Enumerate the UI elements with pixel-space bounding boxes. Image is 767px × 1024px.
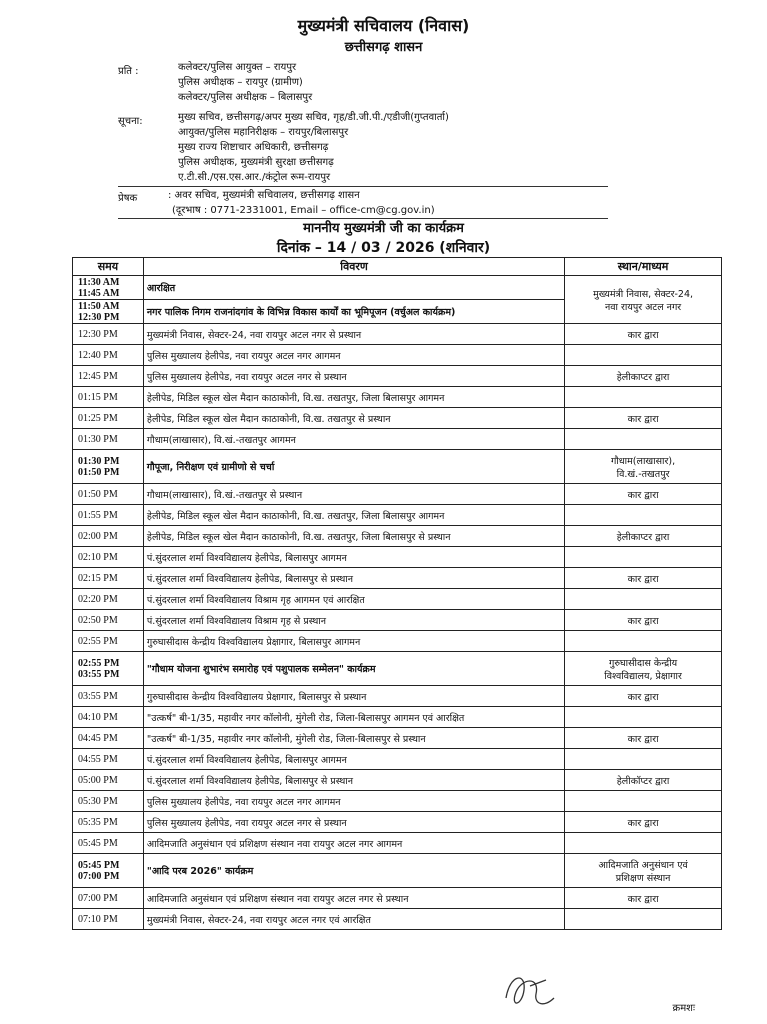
info-item: मुख्य राज्य शिष्टाचार अधिकारी, छत्तीसगढ़ bbox=[178, 142, 329, 153]
government-subtitle: छत्तीसगढ़ शासन bbox=[344, 40, 423, 55]
time-cell: 05:00 PM bbox=[73, 770, 144, 791]
table-row bbox=[73, 408, 722, 429]
detail-cell: गुरुघासीदास केन्द्रीय विश्वविद्यालय प्रेक्षागार, बिलासपुर आगमन bbox=[143, 631, 564, 652]
place-cell: हेलीकॉप्टर द्वारा bbox=[565, 770, 722, 791]
to-item: कलेक्टर/पुलिस अधीक्षक – बिलासपुर bbox=[178, 92, 313, 103]
detail-cell: आदिमजाति अनुसंधान एवं प्रशिक्षण संस्थान नवा रायपुर अटल नगर से प्रस्थान bbox=[143, 888, 564, 909]
to-item: पुलिस अधीक्षक – रायपुर (ग्रामीण) bbox=[178, 77, 303, 88]
time-cell: 05:35 PM bbox=[73, 812, 144, 833]
time-cell: 02:55 PM bbox=[73, 631, 144, 652]
programme-title: माननीय मुख्यमंत्री जी का कार्यक्रम bbox=[303, 221, 464, 236]
table-row bbox=[73, 505, 722, 526]
info-item: पुलिस अधीक्षक, मुख्यमंत्री सुरक्षा छत्तीसगढ़ bbox=[178, 157, 334, 168]
sender-name: : अवर सचिव, मुख्यमंत्री सचिवालय, छत्तीसगढ़ शासन bbox=[168, 190, 360, 201]
table-row bbox=[73, 909, 722, 930]
place-cell: कार द्वारा bbox=[565, 408, 722, 429]
table-row bbox=[73, 631, 722, 652]
time-cell: 12:45 PM bbox=[73, 366, 144, 387]
table-row bbox=[73, 833, 722, 854]
time-cell: 01:15 PM bbox=[73, 387, 144, 408]
place-cell: हेलीकाप्टर द्वारा bbox=[565, 526, 722, 547]
info-label: सूचना: bbox=[118, 116, 143, 127]
time-cell: 11:30 AM 11:45 AM bbox=[73, 276, 144, 300]
place-cell: कार द्वारा bbox=[565, 888, 722, 909]
table-row bbox=[73, 429, 722, 450]
sender-contact: (दूरभाष : 0771-2331001, Email – office-cm@cg.gov.in) bbox=[172, 205, 435, 216]
continued-label: क्रमशः bbox=[672, 1003, 695, 1014]
place-cell: कार द्वारा bbox=[565, 728, 722, 749]
table-row bbox=[73, 568, 722, 589]
info-list bbox=[178, 110, 449, 185]
detail-cell: मुख्यमंत्री निवास, सेक्टर-24, नवा रायपुर अटल नगर एवं आरक्षित bbox=[143, 909, 564, 930]
place-cell bbox=[565, 429, 722, 450]
place-cell bbox=[565, 505, 722, 526]
office-title: मुख्यमंत्री सचिवालय (निवास) bbox=[297, 16, 470, 35]
table-row bbox=[73, 854, 722, 888]
sender-block bbox=[168, 188, 435, 218]
place-cell: हेलीकाप्टर द्वारा bbox=[565, 366, 722, 387]
time-cell: 02:15 PM bbox=[73, 568, 144, 589]
place-cell: गुरुघासीदास केन्द्रीय विश्वविद्यालय, प्रेक्षागार bbox=[565, 652, 722, 686]
place-cell: मुख्यमंत्री निवास, सेक्टर-24, नवा रायपुर अटल नगर bbox=[565, 276, 722, 324]
table-row bbox=[73, 547, 722, 568]
table-row bbox=[73, 728, 722, 749]
detail-cell: पं.सुंदरलाल शर्मा विश्वविद्यालय हेलीपेड, बिलासपुर आगमन bbox=[143, 547, 564, 568]
place-cell: आदिमजाति अनुसंधान एवं प्रशिक्षण संस्थान bbox=[565, 854, 722, 888]
detail-cell: पुलिस मुख्यालय हेलीपेड, नवा रायपुर अटल नगर से प्रस्थान bbox=[143, 366, 564, 387]
time-cell: 02:55 PM 03:55 PM bbox=[73, 652, 144, 686]
table-row bbox=[73, 888, 722, 909]
detail-cell: पं.सुंदरलाल शर्मा विश्वविद्यालय विश्राम गृह आगमन एवं आरक्षित bbox=[143, 589, 564, 610]
detail-cell: मुख्यमंत्री निवास, सेक्टर-24, नवा रायपुर अटल नगर से प्रस्थान bbox=[143, 324, 564, 345]
time-cell: 03:55 PM bbox=[73, 686, 144, 707]
detail-cell: पुलिस मुख्यालय हेलीपेड, नवा रायपुर अटल नगर से प्रस्थान bbox=[143, 812, 564, 833]
table-row bbox=[73, 450, 722, 484]
place-cell: कार द्वारा bbox=[565, 686, 722, 707]
table-header-row bbox=[73, 258, 722, 276]
time-cell: 04:55 PM bbox=[73, 749, 144, 770]
detail-cell: हेलीपेड, मिडिल स्कूल खेल मैदान काठाकोनी, वि.ख. तखतपुर से प्रस्थान bbox=[143, 408, 564, 429]
detail-cell: पं.सुंदरलाल शर्मा विश्वविद्यालय विश्राम गृह से प्रस्थान bbox=[143, 610, 564, 631]
detail-cell: हेलीपेड, मिडिल स्कूल खेल मैदान काठाकोनी, वि.ख. तखतपुर, जिला बिलासपुर से प्रस्थान bbox=[143, 526, 564, 547]
detail-cell: पं.सुंदरलाल शर्मा विश्वविद्यालय हेलीपेड, बिलासपुर आगमन bbox=[143, 749, 564, 770]
time-cell: 02:50 PM bbox=[73, 610, 144, 631]
detail-cell: "उत्कर्ष" बी-1/35, महावीर नगर कॉलोनी, मुंगेली रोड, जिला-बिलासपुर से प्रस्थान bbox=[143, 728, 564, 749]
time-cell: 04:45 PM bbox=[73, 728, 144, 749]
time-cell: 02:00 PM bbox=[73, 526, 144, 547]
detail-cell: हेलीपेड, मिडिल स्कूल खेल मैदान काठाकोनी, वि.ख. तखतपुर, जिला बिलासपुर आगमन bbox=[143, 505, 564, 526]
place-cell: कार द्वारा bbox=[565, 484, 722, 505]
table-row bbox=[73, 345, 722, 366]
time-cell: 07:10 PM bbox=[73, 909, 144, 930]
table-row bbox=[73, 324, 722, 345]
place-cell bbox=[565, 707, 722, 728]
divider bbox=[118, 186, 608, 187]
table-row bbox=[73, 366, 722, 387]
time-cell: 04:10 PM bbox=[73, 707, 144, 728]
time-cell: 01:55 PM bbox=[73, 505, 144, 526]
time-cell: 02:10 PM bbox=[73, 547, 144, 568]
time-cell: 05:30 PM bbox=[73, 791, 144, 812]
place-cell bbox=[565, 345, 722, 366]
time-cell: 12:30 PM bbox=[73, 324, 144, 345]
detail-cell: नगर पालिक निगम राजनांदगांव के विभिन्न विकास कार्यों का भूमिपूजन (वर्चुअल कार्यक्रम) bbox=[143, 300, 564, 324]
table-row bbox=[73, 749, 722, 770]
signature-mark bbox=[500, 968, 560, 1012]
place-cell: कार द्वारा bbox=[565, 324, 722, 345]
table-row bbox=[73, 812, 722, 833]
table-row bbox=[73, 791, 722, 812]
time-cell: 01:30 PM 01:50 PM bbox=[73, 450, 144, 484]
detail-cell: गौधाम(लाखासार), वि.खं.-तखतपुर आगमन bbox=[143, 429, 564, 450]
detail-cell: "गौधाम योजना शुभारंभ समारोह एवं पशुपालक सम्मेलन" कार्यक्रम bbox=[143, 652, 564, 686]
detail-cell: पं.सुंदरलाल शर्मा विश्वविद्यालय हेलीपेड, बिलासपुर से प्रस्थान bbox=[143, 770, 564, 791]
table-row bbox=[73, 276, 722, 300]
time-cell: 01:50 PM bbox=[73, 484, 144, 505]
detail-cell: हेलीपेड, मिडिल स्कूल खेल मैदान काठाकोनी, वि.ख. तखतपुर, जिला बिलासपुर आगमन bbox=[143, 387, 564, 408]
time-cell: 01:25 PM bbox=[73, 408, 144, 429]
place-cell bbox=[565, 631, 722, 652]
place-cell: गौधाम(लाखासार), वि.खं.-तखतपुर bbox=[565, 450, 722, 484]
header-detail: विवरण bbox=[143, 258, 564, 276]
time-cell: 05:45 PM bbox=[73, 833, 144, 854]
header-time: समय bbox=[73, 258, 144, 276]
time-cell: 12:40 PM bbox=[73, 345, 144, 366]
time-cell: 07:00 PM bbox=[73, 888, 144, 909]
schedule-table bbox=[72, 257, 722, 930]
to-item: कलेक्टर/पुलिस आयुक्त – रायपुर bbox=[178, 62, 297, 73]
info-item: आयुक्त/पुलिस महानिरीक्षक – रायपुर/बिलासपुर bbox=[178, 127, 349, 138]
detail-cell: "उत्कर्ष" बी-1/35, महावीर नगर कॉलोनी, मुंगेली रोड, जिला-बिलासपुर आगमन एवं आरक्षित bbox=[143, 707, 564, 728]
table-row bbox=[73, 707, 722, 728]
detail-cell: आदिमजाति अनुसंधान एवं प्रशिक्षण संस्थान नवा रायपुर अटल नगर आगमन bbox=[143, 833, 564, 854]
sender-label: प्रेषक bbox=[118, 193, 138, 204]
time-cell: 02:20 PM bbox=[73, 589, 144, 610]
place-cell bbox=[565, 909, 722, 930]
table-row bbox=[73, 387, 722, 408]
schedule-body bbox=[73, 276, 722, 930]
detail-cell: पुलिस मुख्यालय हेलीपेड, नवा रायपुर अटल नगर आगमन bbox=[143, 345, 564, 366]
info-item: ए.टी.सी./एस.एस.आर./कंट्रोल रूम-रायपुर bbox=[178, 172, 331, 183]
to-label: प्रति : bbox=[118, 66, 139, 77]
programme-date: दिनांक – 14 / 03 / 2026 (शनिवार) bbox=[276, 240, 491, 256]
table-row bbox=[73, 610, 722, 631]
place-cell bbox=[565, 833, 722, 854]
detail-cell: पुलिस मुख्यालय हेलीपेड, नवा रायपुर अटल नगर आगमन bbox=[143, 791, 564, 812]
table-row bbox=[73, 484, 722, 505]
header-place: स्थान/माध्यम bbox=[565, 258, 722, 276]
table-row bbox=[73, 526, 722, 547]
time-cell: 11:50 AM 12:30 PM bbox=[73, 300, 144, 324]
place-cell: कार द्वारा bbox=[565, 568, 722, 589]
place-cell bbox=[565, 387, 722, 408]
detail-cell: गुरुघासीदास केन्द्रीय विश्वविद्यालय प्रेक्षागार, बिलासपुर से प्रस्थान bbox=[143, 686, 564, 707]
table-row bbox=[73, 652, 722, 686]
place-cell bbox=[565, 791, 722, 812]
time-cell: 05:45 PM 07:00 PM bbox=[73, 854, 144, 888]
table-row bbox=[73, 686, 722, 707]
info-item: मुख्य सचिव, छत्तीसगढ़/अपर मुख्य सचिव, गृह/डी.जी.पी./एडीजी(गुप्तवार्ता) bbox=[178, 112, 449, 123]
place-cell: कार द्वारा bbox=[565, 812, 722, 833]
table-row bbox=[73, 589, 722, 610]
detail-cell: गौपूजा, निरीक्षण एवं ग्रामीणो से चर्चा bbox=[143, 450, 564, 484]
time-cell: 01:30 PM bbox=[73, 429, 144, 450]
detail-cell: आरक्षित bbox=[143, 276, 564, 300]
detail-cell: पं.सुंदरलाल शर्मा विश्वविद्यालय हेलीपेड, बिलासपुर से प्रस्थान bbox=[143, 568, 564, 589]
place-cell: कार द्वारा bbox=[565, 610, 722, 631]
to-list bbox=[178, 60, 312, 105]
place-cell bbox=[565, 749, 722, 770]
place-cell bbox=[565, 589, 722, 610]
detail-cell: गौधाम(लाखासार), वि.खं.-तखतपुर से प्रस्थान bbox=[143, 484, 564, 505]
detail-cell: "आदि परब 2026" कार्यक्रम bbox=[143, 854, 564, 888]
table-row bbox=[73, 770, 722, 791]
place-cell bbox=[565, 547, 722, 568]
